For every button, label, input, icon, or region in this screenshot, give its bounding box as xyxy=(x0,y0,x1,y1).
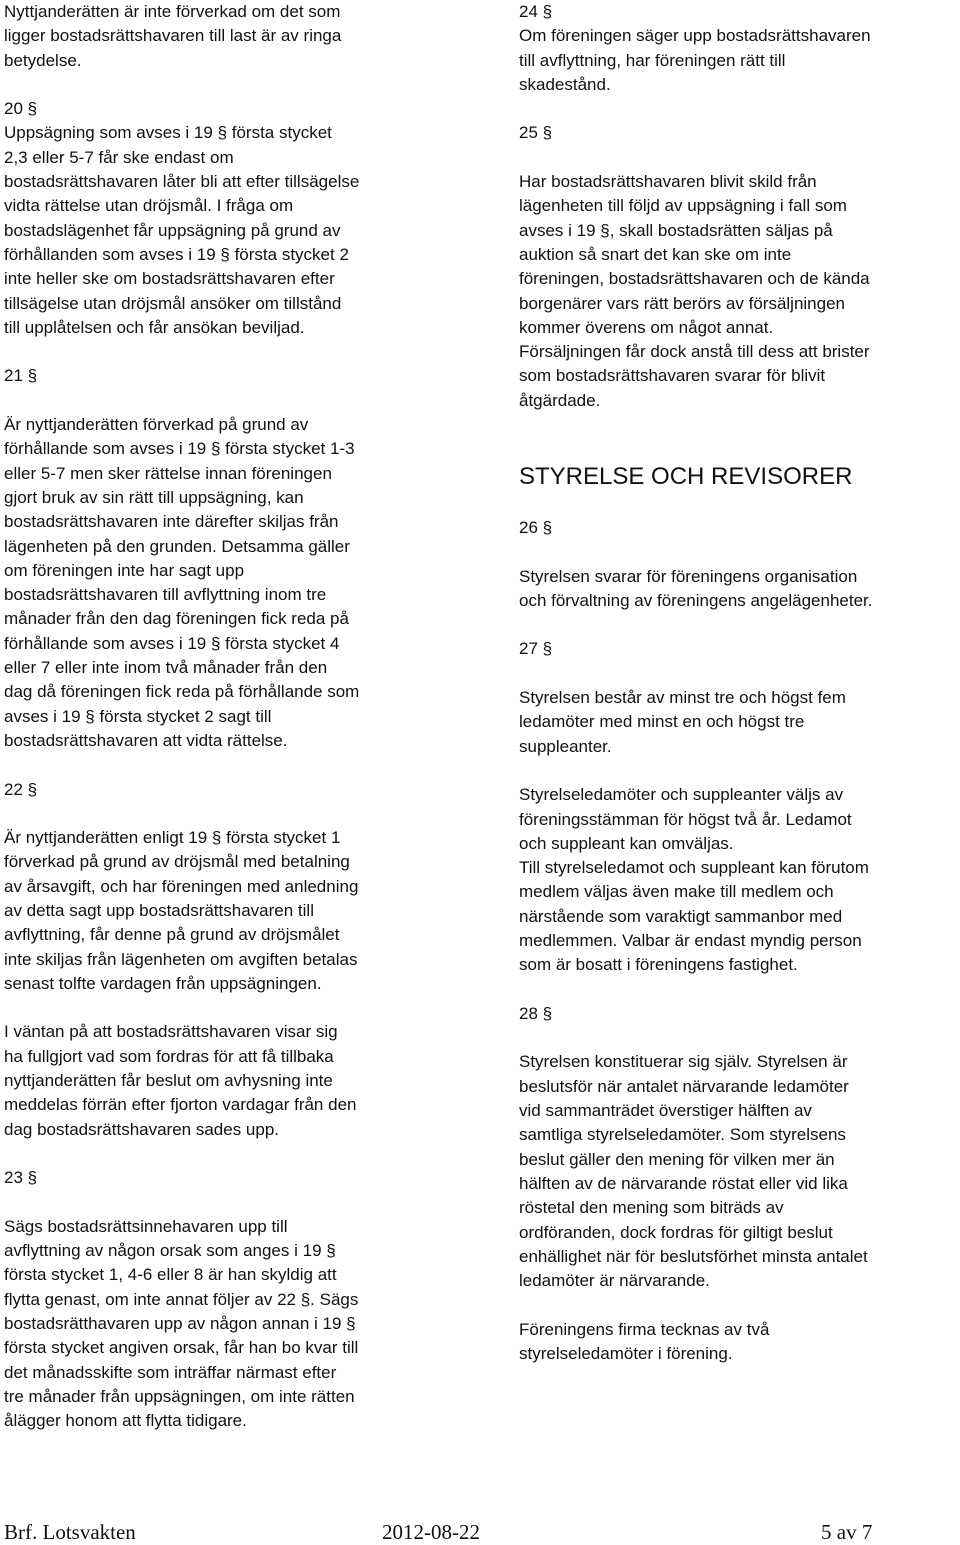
text-line: meddelas förrän efter fjorton vardagar från den xyxy=(4,1095,357,1115)
text-line: samtliga styrelseledamöter. Som styrelsens xyxy=(519,1125,846,1145)
blank-line xyxy=(4,1142,454,1166)
text-line: och suppleant kan omväljas. xyxy=(519,833,734,853)
text-line: ålägger honom att flytta tidigare. xyxy=(4,1411,247,1431)
text-line: till avflyttning, har föreningen rätt till xyxy=(519,50,786,70)
spacer xyxy=(519,437,959,461)
text-line: bostadsrättshavaren att vidta rättelse. xyxy=(4,730,288,750)
blank-line xyxy=(519,97,959,121)
spacer xyxy=(519,492,959,516)
blank-line xyxy=(4,340,454,364)
text-line: auktion så snart det kan ske om inte xyxy=(519,244,792,264)
text-line: bostadsrättshavaren inte därefter skiljas från xyxy=(4,512,339,532)
footer-date: 2012-08-22 xyxy=(382,1520,480,1544)
blank-line xyxy=(4,1191,454,1215)
text-line: månader från den dag föreningen fick reda på xyxy=(4,609,349,629)
text-line: tre månader från uppsägningen, om inte rätten xyxy=(4,1386,355,1406)
text-line: medlem väljas även make till medlem och xyxy=(519,882,834,902)
text-line: 2,3 eller 5-7 får ske endast om xyxy=(4,147,234,167)
blank-line xyxy=(4,996,454,1020)
text-line: 26 § xyxy=(519,517,553,537)
blank-line xyxy=(519,1293,959,1317)
text-line: ligger bostadsrättshavaren till last är av ringa xyxy=(4,26,342,46)
text-line: som är bosatt i föreningens fastighet. xyxy=(519,955,798,975)
text-line: vid sammanträdet överstiger hälften av xyxy=(519,1101,812,1121)
text-line: avses i 19 §, skall bostadsrätten säljas på xyxy=(519,220,833,240)
text-line: skadestånd. xyxy=(519,74,611,94)
blank-line xyxy=(519,540,959,564)
text-line: av detta sagt upp bostadsrättshavaren till xyxy=(4,900,314,920)
text-line: förverkad på grund av dröjsmål med betalning xyxy=(4,852,350,872)
text-line: suppleanter. xyxy=(519,736,612,756)
text-line: vidta rättelse utan dröjsmål. I fråga om xyxy=(4,196,294,216)
text-line: till upplåtelsen och får ansökan beviljad. xyxy=(4,317,305,337)
text-line: av årsavgift, och har föreningen med anledning xyxy=(4,876,359,896)
blank-line xyxy=(519,978,959,1002)
footer-organization: Brf. Lotsvakten xyxy=(4,1520,136,1544)
text-line: Är nyttjanderätten förverkad på grund av xyxy=(4,415,309,435)
text-line: enhällighet när för beslutsförhet minsta antalet xyxy=(519,1246,868,1266)
text-line: eller 5-7 men sker rättelse innan föreningen xyxy=(4,463,332,483)
text-line: bostadsrättshavaren till avflyttning inom tre xyxy=(4,585,327,605)
text-line: bostadsrätthavaren upp av någon annan i 19 § xyxy=(4,1314,356,1334)
text-line: gjort bruk av sin rätt till uppsägning, kan xyxy=(4,487,304,507)
text-line: hälften av de närvarande röstat eller vid lika xyxy=(519,1173,848,1193)
blank-line xyxy=(519,759,959,783)
text-line: Om föreningen säger upp bostadsrättshavaren xyxy=(519,26,871,46)
right-column-lower xyxy=(519,516,959,1366)
text-line: Styrelsen svarar för föreningens organisation xyxy=(519,566,858,586)
blank-line xyxy=(519,613,959,637)
text-line: medlemmen. Valbar är endast myndig person xyxy=(519,930,862,950)
text-line: ha fullgjort vad som fordras för att få tillbaka xyxy=(4,1046,334,1066)
text-line: avflyttning av någon orsak som anges i 19 § xyxy=(4,1241,336,1261)
text-line: dag då föreningen fick reda på förhållande som xyxy=(4,682,360,702)
text-line: förhållanden som avses i 19 § första stycket 2 xyxy=(4,244,349,264)
text-line: förhållande som avses i 19 § första stycket 1-3 xyxy=(4,439,355,459)
blank-line xyxy=(519,146,959,170)
text-line: I väntan på att bostadsrättshavaren visar sig xyxy=(4,1022,338,1042)
text-line: föreningsstämman för högst två år. Ledamot xyxy=(519,809,852,829)
text-line: det månadsskifte som inträffar närmast efter xyxy=(4,1362,337,1382)
footer-page-number: 5 av 7 xyxy=(821,1520,873,1544)
blank-line xyxy=(519,1026,959,1050)
blank-line xyxy=(4,753,454,777)
text-line: 24 § xyxy=(519,2,553,21)
text-line: borgenärer vars rätt berörs av försäljningen xyxy=(519,293,845,313)
text-line: 20 § xyxy=(4,99,38,119)
text-line: 23 § xyxy=(4,1168,38,1188)
text-line: om föreningen inte har sagt upp xyxy=(4,560,245,580)
blank-line xyxy=(4,73,454,97)
text-line: styrelseledamöter i förening. xyxy=(519,1344,733,1364)
text-line: åtgärdade. xyxy=(519,390,601,410)
text-line: eller 7 eller inte inom två månader från den xyxy=(4,658,328,678)
text-line: beslutsför när antalet närvarande ledamöter xyxy=(519,1076,849,1096)
text-line: närstående som varaktigt sammanbor med xyxy=(519,906,843,926)
right-column-upper xyxy=(519,0,959,413)
text-line: nyttjanderätten får beslut om avhysning inte xyxy=(4,1071,333,1091)
blank-line xyxy=(4,802,454,826)
text-line: Nyttjanderätten är inte förverkad om det som xyxy=(4,2,341,21)
text-line: betydelse. xyxy=(4,50,82,70)
text-line: Sägs bostadsrättsinnehavaren upp till xyxy=(4,1216,288,1236)
text-line: röstetal den mening som biträds av xyxy=(519,1198,784,1218)
section-heading: STYRELSE OCH REVISORER xyxy=(519,462,853,490)
text-line: Styrelseledamöter och suppleanter väljs av xyxy=(519,785,844,805)
text-line: kommer överens om något annat. xyxy=(519,317,774,337)
text-line: 22 § xyxy=(4,779,38,799)
text-line: lägenheten till följd av uppsägning i fall som xyxy=(519,196,847,216)
text-line: föreningen, bostadsrättshavaren och de kända xyxy=(519,269,870,289)
text-line: dag bostadsrättshavaren sades upp. xyxy=(4,1119,280,1139)
text-line: bostadsrättshavaren låter bli att efter tillsägelse xyxy=(4,172,360,192)
text-line: lägenheten på den grunden. Detsamma gäller xyxy=(4,536,350,556)
text-line: ordföranden, dock fordras för giltigt beslut xyxy=(519,1222,833,1242)
spacer xyxy=(519,413,959,437)
text-line: 21 § xyxy=(4,366,38,386)
text-line: 28 § xyxy=(519,1003,553,1023)
text-line: avses i 19 § första stycket 2 sagt till xyxy=(4,706,272,726)
text-line: bostadslägenhet får uppsägning på grund av xyxy=(4,220,341,240)
text-line: 27 § xyxy=(519,639,553,659)
blank-line xyxy=(4,389,454,413)
text-line: avflyttning, får denne på grund av dröjsmålet xyxy=(4,925,340,945)
blank-line xyxy=(519,662,959,686)
text-line: Föreningens firma tecknas av två xyxy=(519,1319,770,1339)
text-line: Styrelsen konstituerar sig själv. Styrelsen är xyxy=(519,1052,848,1072)
text-line: beslut gäller den mening för vilken mer än xyxy=(519,1149,835,1169)
text-line: och förvaltning av föreningens angelägenheter. xyxy=(519,590,873,610)
left-column xyxy=(4,0,454,1434)
text-line: 25 § xyxy=(519,123,553,143)
text-line: Uppsägning som avses i 19 § första stycket xyxy=(4,123,332,143)
text-line: Till styrelseledamot och suppleant kan förutom xyxy=(519,858,869,878)
text-line: inte heller ske om bostadsrättshavaren efter xyxy=(4,269,335,289)
text-line: Är nyttjanderätten enligt 19 § första stycket 1 xyxy=(4,828,341,848)
text-line: Har bostadsrättshavaren blivit skild från xyxy=(519,172,817,192)
text-line: senast tolfte vardagen från uppsägningen. xyxy=(4,973,322,993)
text-line: som bostadsrättshavaren svarar för blivit xyxy=(519,366,826,386)
text-line: flytta genast, om inte annat följer av 22 §. Sägs xyxy=(4,1289,359,1309)
text-line: Styrelsen består av minst tre och högst fem xyxy=(519,688,846,708)
text-line: ledamöter med minst en och högst tre xyxy=(519,712,805,732)
text-line: första stycket 1, 4-6 eller 8 är han skyldig att xyxy=(4,1265,337,1285)
text-line: tillsägelse utan dröjsmål ansöker om tillstånd xyxy=(4,293,342,313)
text-line: förhållande som avses i 19 § första stycket 4 xyxy=(4,633,340,653)
text-line: Försäljningen får dock anstå till dess att brister xyxy=(519,342,870,362)
right-column xyxy=(519,0,959,1366)
text-line: inte skiljas från lägenheten om avgiften betalas xyxy=(4,949,358,969)
text-line: ledamöter är närvarande. xyxy=(519,1271,710,1291)
text-line: första stycket angiven orsak, får han bo kvar till xyxy=(4,1338,359,1358)
